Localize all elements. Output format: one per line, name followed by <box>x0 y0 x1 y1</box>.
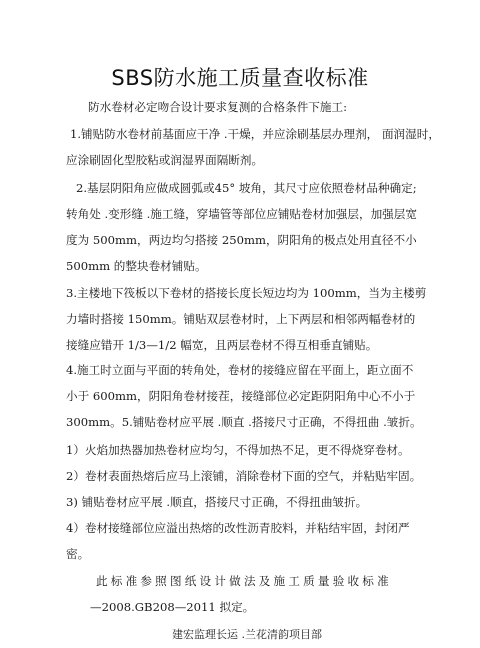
item-1-line: 1）火焰加热器加热卷材应均匀，不得加热不足，更不得烧穿卷材。 <box>66 443 410 457</box>
signature-line: 建宏监理长运 .兰花清韵项目部 <box>172 628 322 641</box>
clause-2-line-1: 2.基层阴阳角应做成圆弧或45° 坡角，其尺寸应依照卷材品种确定; <box>76 181 417 195</box>
clause-3-line-1: 3.主楼地下筏板以下卷材的搭接长度长短边均为 100mm，当为主楼剪 <box>66 286 427 300</box>
clause-4-line-2: 小于 600mm，阴阳角卷材接茬，接缝部位必定距阴阳角中心不小于 <box>66 389 416 403</box>
clause-2-line-3: 度为 500mm，两边均匀搭接 250mm，阴阳角的极点处用直径不小 <box>66 233 417 247</box>
item-4-line-1: 4）卷材接缝部位应溢出热熔的改性沥青胶料，并粘结牢固，封闭严 <box>66 521 410 535</box>
clause-1-line-1: 1.铺贴防水卷材前基面应干净 .干燥，并应涂刷基层办理剂， 面润湿时， <box>70 127 440 141</box>
clause-3-line-2: 力墙时搭接 150mm。铺贴双层卷材时，上下两层和相邻两幅卷材的 <box>66 312 416 326</box>
intro-line: 防水卷材必定吻合设计要求复测的合格条件下施工: <box>88 100 347 114</box>
document-title: SBS防水施工质量查收标准 <box>111 66 369 90</box>
item-3-line: 3) 铺贴卷材应平展 .顺直，搭接尺寸正确，不得扭曲皱折。 <box>66 495 368 509</box>
reference-line-1: 此标准参照图纸设计做法及施工质量验收标准 <box>96 574 392 588</box>
clause-2-line-2: 转角处 .变形缝 .施工缝，穿墙管等部位应铺贴卷材加强层，加强层宽 <box>66 207 417 221</box>
item-4-line-2: 密。 <box>66 547 90 561</box>
clause-4-line-1: 4.施工时立面与平面的转角处，卷材的接缝应留在平面上，距立面不 <box>66 363 414 377</box>
clause-1-line-2: 应涂刷固化型胶粘或润湿界面隔断剂。 <box>66 153 264 167</box>
reference-line-2: —2008.GB208—2011 拟定。 <box>90 600 255 614</box>
clause-3-line-3: 接缝应错开 1/3—1/2 幅宽，且两层卷材不得互相垂直铺贴。 <box>66 338 378 352</box>
clause-4-line-3: 300mm。5.铺贴卷材应平展 .顺直 .搭接尺寸正确，不得扭曲 .皱折。 <box>66 415 422 429</box>
clause-2-line-4: 500mm 的整块卷材铺贴。 <box>66 259 207 273</box>
item-2-line: 2）卷材表面热熔后应马上滚铺，消除卷材下面的空气，并粘贴牢固。 <box>66 469 422 483</box>
